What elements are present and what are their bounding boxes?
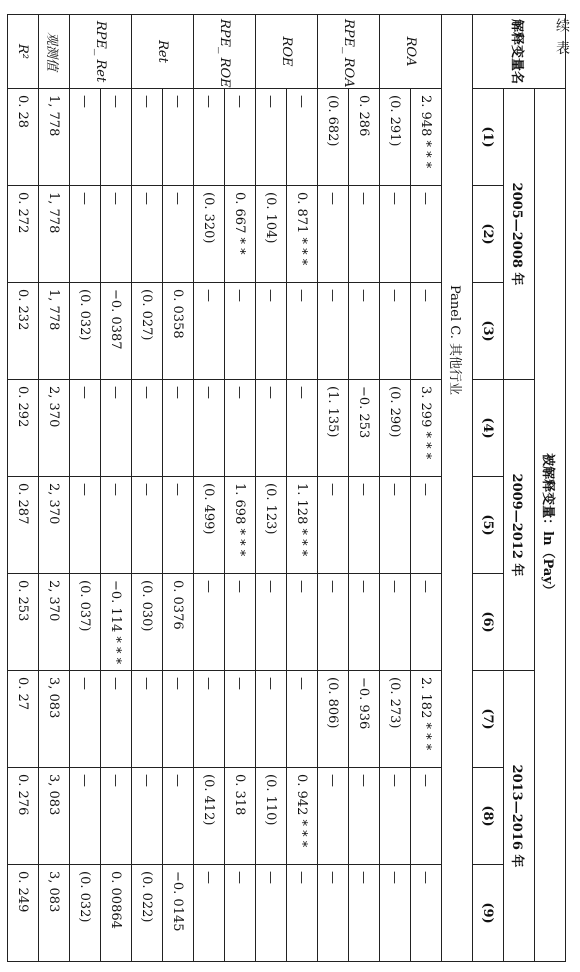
table-cell: — (256, 865, 287, 962)
table-cell: (0. 320) (194, 186, 225, 283)
variable-name: R² (8, 15, 39, 89)
table-row (411, 15, 442, 962)
variable-name: RPE_ Ret (70, 15, 132, 89)
table-cell: — (70, 768, 101, 865)
table-cell: (0. 499) (194, 477, 225, 574)
table-cell: 0. 0358 (163, 283, 194, 380)
table-cell: — (287, 89, 318, 186)
table-cell: — (318, 283, 349, 380)
table-cell: 3, 083 (39, 671, 70, 768)
table-row (256, 15, 287, 962)
table-cell: — (163, 477, 194, 574)
table-cell: — (101, 477, 132, 574)
table-cell: 1, 778 (39, 89, 70, 186)
table-cell: — (225, 671, 256, 768)
table-cell: −0. 253 (349, 380, 380, 477)
table-cell: 2. 948 * * * (411, 89, 442, 186)
table-cell: — (256, 283, 287, 380)
table-cell: 0. 286 (349, 89, 380, 186)
column-header: (2) (473, 186, 504, 283)
table-cell: — (163, 186, 194, 283)
table-cell: (0. 110) (256, 768, 287, 865)
period-header: 2013—2016 年 (504, 671, 535, 962)
column-header: (9) (473, 865, 504, 962)
period-header: 2005—2008 年 (504, 89, 535, 380)
variable-name: 观测值 (39, 15, 70, 89)
period-header: 2009—2012 年 (504, 380, 535, 671)
table-cell: — (163, 380, 194, 477)
table-cell: (0. 032) (70, 283, 101, 380)
table-cell: — (194, 380, 225, 477)
table-cell: — (101, 768, 132, 865)
table-cell: — (411, 186, 442, 283)
table-cell: — (287, 574, 318, 671)
table-cell: 2. 182 * * * (411, 671, 442, 768)
table-row (287, 15, 318, 962)
table-cell: 1, 778 (39, 186, 70, 283)
table-row (349, 15, 380, 962)
column-header: (7) (473, 671, 504, 768)
table-cell: — (411, 574, 442, 671)
row-header: 解释变量名 (473, 15, 566, 89)
table-cell: — (256, 574, 287, 671)
table-cell: 0. 00864 (101, 865, 132, 962)
table-cell: 2, 370 (39, 380, 70, 477)
table-cell: — (411, 865, 442, 962)
table-row (163, 15, 194, 962)
table-cell: −0. 936 (349, 671, 380, 768)
table-row (132, 15, 163, 962)
variable-name: ROE (256, 15, 318, 89)
table-cell: — (287, 283, 318, 380)
column-header: (8) (473, 768, 504, 865)
table-cell: — (132, 89, 163, 186)
table-cell: 0. 276 (8, 768, 39, 865)
table-cell: — (101, 89, 132, 186)
dependent-variable-label: 被解释变量：ln（Pay） (535, 89, 566, 962)
table-cell: (0. 027) (132, 283, 163, 380)
table-cell: — (225, 89, 256, 186)
table-cell: — (132, 186, 163, 283)
table-cell: — (163, 89, 194, 186)
table-cell: −0. 0387 (101, 283, 132, 380)
table-cell: — (380, 283, 411, 380)
table-cell: — (411, 283, 442, 380)
table-cell: — (132, 477, 163, 574)
table-cell: — (349, 186, 380, 283)
regression-table (7, 14, 566, 962)
panel-label: Panel C. 其他行业 (442, 15, 473, 962)
table-cell: — (101, 186, 132, 283)
table-cell: — (194, 574, 225, 671)
table-cell: — (163, 768, 194, 865)
table-cell: — (70, 186, 101, 283)
table-cell: — (349, 865, 380, 962)
table-cell: 1. 128 * * * (287, 477, 318, 574)
table-cell: — (318, 768, 349, 865)
column-header: (4) (473, 380, 504, 477)
table-row (101, 15, 132, 962)
table-cell: — (380, 768, 411, 865)
variable-name: RPE_ ROA (318, 15, 380, 89)
table-cell: — (194, 89, 225, 186)
column-header: (3) (473, 283, 504, 380)
table-cell: — (349, 477, 380, 574)
table-cell: — (132, 768, 163, 865)
table-cell: — (411, 477, 442, 574)
table-cell: (0. 037) (70, 574, 101, 671)
table-cell: — (349, 768, 380, 865)
variable-name: RPE_ ROE (194, 15, 256, 89)
table-cell: (0. 291) (380, 89, 411, 186)
table-cell: (0. 022) (132, 865, 163, 962)
table-row (225, 15, 256, 962)
table-cell: — (318, 574, 349, 671)
table-cell: — (194, 671, 225, 768)
table-cell: (0. 290) (380, 380, 411, 477)
column-header: (1) (473, 89, 504, 186)
table-cell: 2, 370 (39, 574, 70, 671)
table-cell: 0. 318 (225, 768, 256, 865)
table-cell: 1, 778 (39, 283, 70, 380)
table-cell: — (101, 380, 132, 477)
variable-name: ROA (380, 15, 442, 89)
table-cell: — (132, 380, 163, 477)
table-cell: — (70, 671, 101, 768)
table-cell: — (101, 671, 132, 768)
table-cell: (0. 123) (256, 477, 287, 574)
header-row-dependent (535, 15, 566, 962)
table-cell: — (256, 671, 287, 768)
table-cell: (1. 135) (318, 380, 349, 477)
table-cell: 2, 370 (39, 477, 70, 574)
table-cell: — (287, 380, 318, 477)
table-cell: — (380, 865, 411, 962)
table-cell: — (70, 380, 101, 477)
table-cell: — (194, 865, 225, 962)
table-cell: — (411, 768, 442, 865)
table-cell: 0. 292 (8, 380, 39, 477)
table-cell: — (318, 865, 349, 962)
rotated-table-page (14, 14, 566, 962)
panel-row (442, 15, 473, 962)
table-cell: 0. 249 (8, 865, 39, 962)
table-cell: — (318, 186, 349, 283)
table-cell: — (287, 671, 318, 768)
table-row (194, 15, 225, 962)
table-cell: 0. 0376 (163, 574, 194, 671)
table-cell: — (225, 283, 256, 380)
table-cell: — (132, 671, 163, 768)
table-cell: 0. 667 * * (225, 186, 256, 283)
table-cell: 0. 942 * * * (287, 768, 318, 865)
table-cell: (0. 806) (318, 671, 349, 768)
table-cell: — (225, 574, 256, 671)
table-cell: — (225, 865, 256, 962)
table-cell: −0. 0145 (163, 865, 194, 962)
header-row-periods (504, 15, 535, 962)
table-cell: — (225, 380, 256, 477)
table-row (70, 15, 101, 962)
table-cell: — (318, 477, 349, 574)
table-cell: — (256, 89, 287, 186)
table-cell: — (380, 477, 411, 574)
table-cell: — (70, 477, 101, 574)
table-cell: 0. 272 (8, 186, 39, 283)
table-cell: 3, 083 (39, 768, 70, 865)
table-cell: (0. 030) (132, 574, 163, 671)
table-cell: 1. 698 * * * (225, 477, 256, 574)
header-row-columns (473, 15, 504, 962)
table-cell: — (194, 283, 225, 380)
table-cell: — (256, 380, 287, 477)
column-header: (6) (473, 574, 504, 671)
table-cell: 0. 232 (8, 283, 39, 380)
table-cell: 0. 28 (8, 89, 39, 186)
variable-name: Ret (132, 15, 194, 89)
table-cell: 0. 287 (8, 477, 39, 574)
table-cell: — (380, 186, 411, 283)
table-cell: 0. 27 (8, 671, 39, 768)
table-cell: — (349, 283, 380, 380)
table-cell: 3. 299 * * * (411, 380, 442, 477)
table-cell: 0. 253 (8, 574, 39, 671)
table-row (380, 15, 411, 962)
table-cell: 0. 871 * * * (287, 186, 318, 283)
table-cell: — (287, 865, 318, 962)
table-cell: — (70, 89, 101, 186)
table-cell: (0. 104) (256, 186, 287, 283)
table-cell: — (349, 574, 380, 671)
table-row (8, 15, 39, 962)
table-cell: −0. 114 * * * (101, 574, 132, 671)
table-cell: (0. 273) (380, 671, 411, 768)
column-header: (5) (473, 477, 504, 574)
table-cell: 3, 083 (39, 865, 70, 962)
table-cell: (0. 032) (70, 865, 101, 962)
table-cell: (0. 412) (194, 768, 225, 865)
table-row (39, 15, 70, 962)
table-cell: — (163, 671, 194, 768)
table-cell: — (380, 574, 411, 671)
table-row (318, 15, 349, 962)
page-header: 续 表 (554, 18, 570, 57)
table-cell: (0. 682) (318, 89, 349, 186)
